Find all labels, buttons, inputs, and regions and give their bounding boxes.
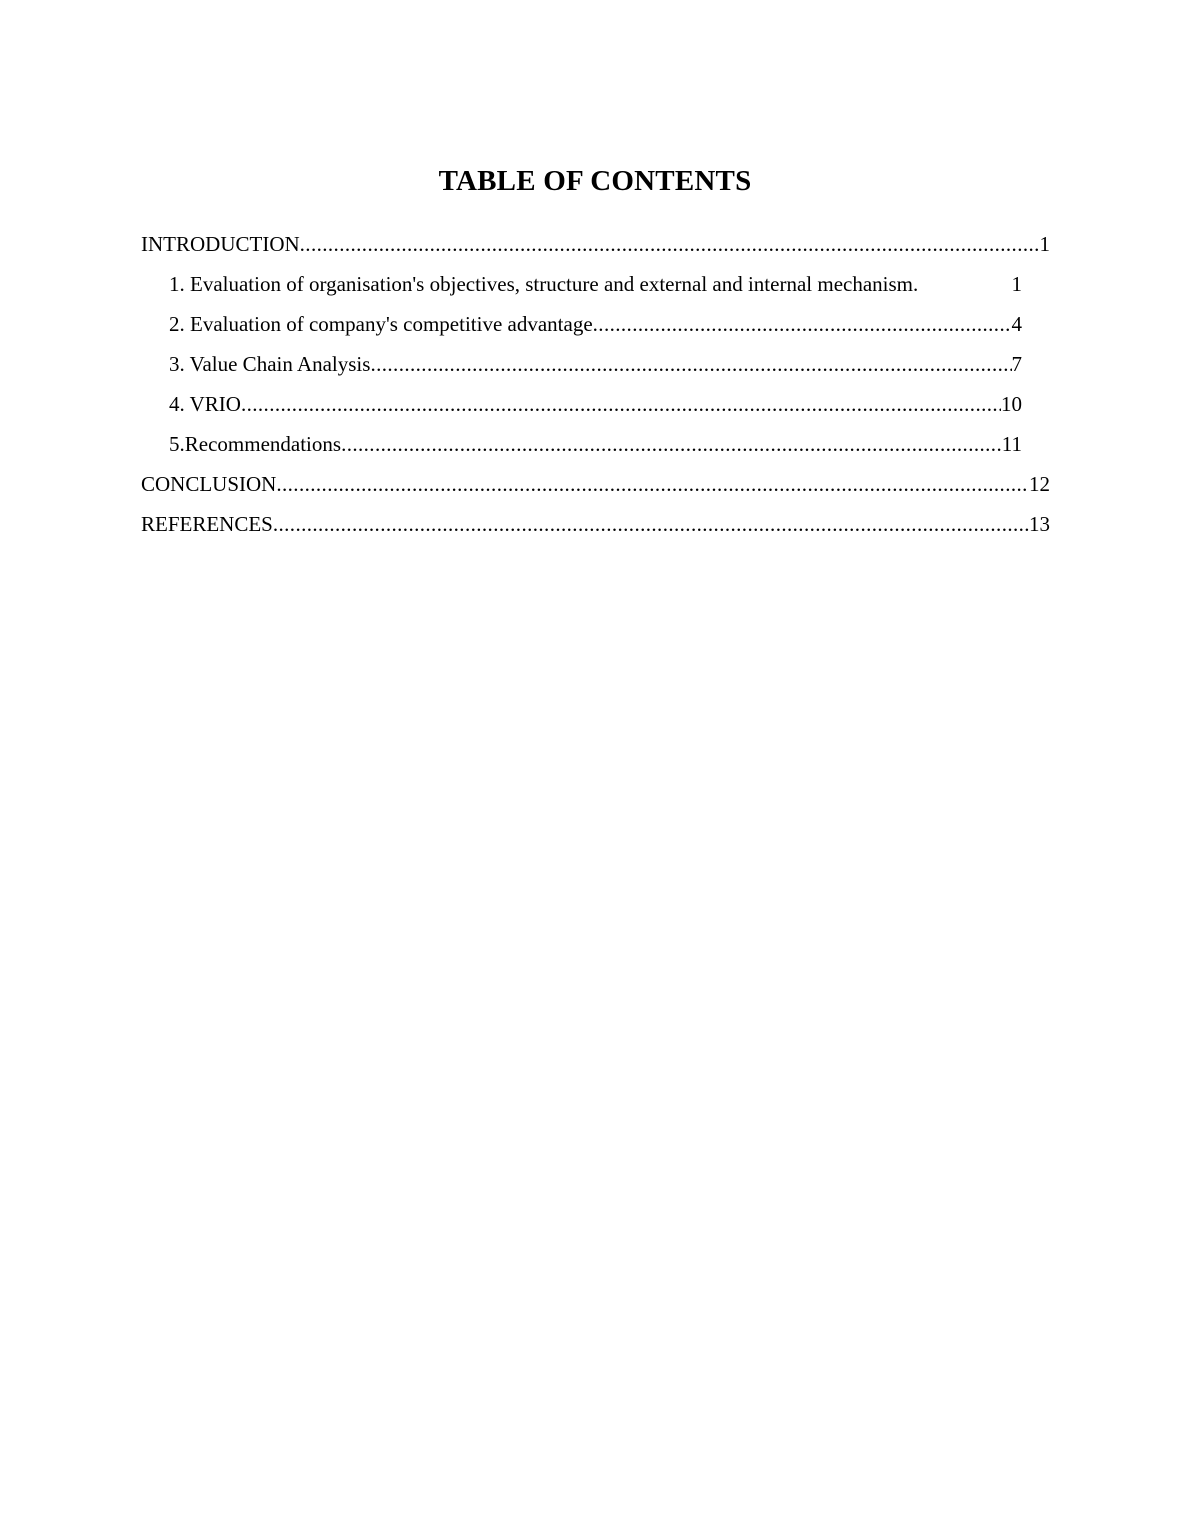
toc-entry-label: 5.Recommendations [169, 432, 342, 456]
dot-leader [593, 304, 1012, 344]
toc-entry-value-chain-analysis[interactable] [169, 344, 1022, 384]
toc-entry-vrio[interactable] [169, 384, 1022, 424]
toc-entry-evaluation-objectives[interactable] [169, 264, 1022, 304]
dot-leader [918, 264, 1011, 304]
toc-entry-page-number: 4 [1011, 312, 1022, 336]
toc-entry-label: 3. Value Chain Analysis [169, 352, 371, 376]
dot-leader [241, 384, 1001, 424]
dot-leader [300, 224, 1040, 264]
toc-entry-label: 4. VRIO [169, 392, 241, 416]
dot-leader [370, 344, 1011, 384]
toc-entry-conclusion[interactable] [141, 464, 1050, 504]
toc-entry-page-number: 13 [1029, 512, 1050, 536]
toc-entry-label: 1. Evaluation of organisation's objectives, structure and external and internal mechanism. [169, 272, 919, 296]
dot-leader [341, 424, 1002, 464]
toc-entry-introduction[interactable] [141, 224, 1050, 264]
toc-entry-label: CONCLUSION [141, 472, 277, 496]
toc-title: TABLE OF CONTENTS [438, 165, 752, 197]
toc-entry-page-number: 7 [1011, 352, 1022, 376]
toc-entry-label: INTRODUCTION [141, 232, 300, 256]
dot-leader [273, 504, 1029, 544]
toc-entry-label: 2. Evaluation of company's competitive advantage [169, 312, 593, 336]
toc-entry-recommendations[interactable] [169, 424, 1022, 464]
toc-entry-page-number: 11 [1001, 432, 1022, 456]
toc-entry-label: REFERENCES [141, 512, 273, 536]
toc-entry-page-number: 12 [1029, 472, 1050, 496]
toc-entry-page-number: 1 [1011, 272, 1022, 296]
toc-entry-page-number: 1 [1039, 232, 1050, 256]
toc-entry-competitive-advantage[interactable] [169, 304, 1022, 344]
toc-entry-page-number: 10 [1001, 392, 1022, 416]
toc-entry-references[interactable] [141, 504, 1050, 544]
dot-leader [276, 464, 1029, 504]
